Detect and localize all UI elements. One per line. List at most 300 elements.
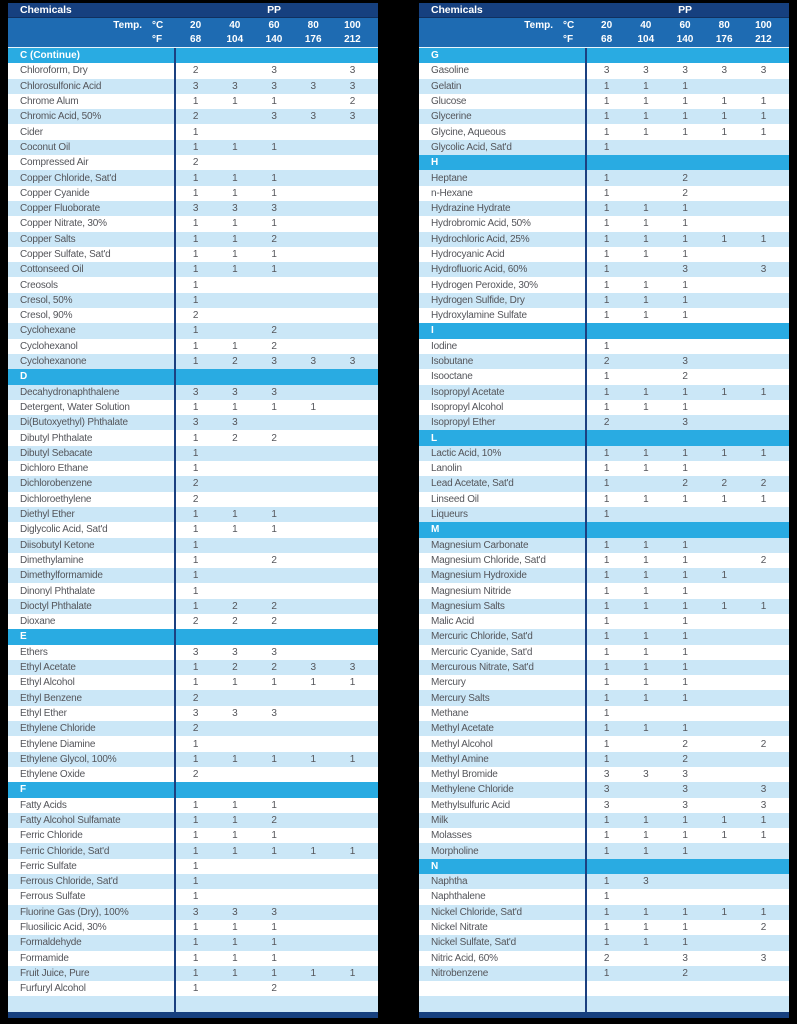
chemical-values — [587, 369, 789, 384]
rating-cell: 212 — [344, 34, 361, 46]
rating-cell: 1 — [232, 952, 238, 964]
rating-cell: 3 — [271, 80, 277, 92]
rating-cell: 1 — [643, 294, 649, 306]
section-row — [8, 629, 378, 644]
table-row — [8, 79, 378, 94]
rating-cell: 1 — [192, 463, 199, 475]
deg-c-label: °C — [563, 19, 575, 31]
table-row — [419, 461, 789, 476]
table-row — [419, 79, 789, 94]
rating-cell: 1 — [682, 279, 688, 291]
table-row — [419, 583, 789, 598]
rating-cell: 3 — [682, 65, 688, 77]
chemical-values — [587, 354, 789, 369]
rating-cell: 1 — [603, 141, 610, 153]
rating-cell: 2 — [271, 554, 277, 566]
table-row — [419, 369, 789, 384]
chemical-values — [587, 109, 789, 124]
chemical-name: Dichloro Ethane — [8, 461, 176, 476]
rating-cell: 1 — [643, 203, 649, 215]
rating-cell: 3 — [271, 646, 277, 658]
rating-cell: 1 — [603, 631, 610, 643]
rating-cell: 1 — [192, 279, 199, 291]
rating-cell: 1 — [760, 386, 767, 398]
chemical-values — [176, 385, 378, 400]
table-row — [8, 140, 378, 155]
blank-values — [587, 981, 789, 996]
rating-cell: 1 — [721, 600, 727, 612]
rating-cell: 1 — [232, 96, 238, 108]
rating-cell: 1 — [721, 126, 727, 138]
temp-c-values — [176, 20, 378, 31]
rating-cell: 3 — [682, 799, 688, 811]
chemical-name: Ferric Chloride — [8, 828, 176, 843]
rating-cell: 1 — [721, 493, 727, 505]
temp-f-values — [176, 34, 378, 45]
chemical-values — [176, 339, 378, 354]
chemical-name: Ethylene Diamine — [8, 736, 176, 751]
chemical-values — [587, 767, 789, 782]
table-row — [419, 247, 789, 262]
rating-cell: 1 — [643, 646, 649, 658]
rating-cell: 1 — [603, 249, 610, 260]
chemical-name: Cyclohexane — [8, 323, 176, 338]
rating-cell: 1 — [643, 922, 649, 934]
rating-cell: 3 — [310, 662, 316, 674]
table-row — [419, 798, 789, 813]
chemical-values — [587, 614, 789, 629]
chemical-name: Nickel Nitrate — [419, 920, 587, 935]
chemical-values — [176, 354, 378, 369]
chemical-values — [176, 63, 378, 78]
rating-cell: 2 — [760, 554, 767, 566]
rating-cell: 1 — [603, 80, 610, 92]
rating-cell: 1 — [192, 524, 199, 536]
section-row — [419, 859, 789, 874]
rating-cell: 3 — [192, 906, 199, 918]
chemical-values — [176, 186, 378, 201]
chemical-values — [587, 966, 789, 981]
table-row — [8, 675, 378, 690]
rating-cell: 1 — [192, 233, 199, 245]
chemical-values — [176, 920, 378, 935]
table-row — [419, 216, 789, 231]
chemical-values — [587, 920, 789, 935]
rating-cell: 1 — [232, 218, 238, 230]
table-row — [8, 721, 378, 736]
chemical-name: Ethylene Glycol, 100% — [8, 752, 176, 767]
rating-cell: 1 — [192, 539, 199, 551]
rating-cell: 2 — [192, 493, 199, 505]
rating-cell: 1 — [682, 677, 688, 689]
rating-cell: 3 — [603, 784, 610, 796]
chemical-values — [176, 79, 378, 94]
rating-cell: 1 — [232, 845, 238, 857]
chemical-values — [587, 874, 789, 889]
chemical-name: Cottonseed Oil — [8, 262, 176, 277]
chemical-values — [587, 951, 789, 966]
rating-cell: 1 — [232, 922, 238, 934]
chemical-values — [176, 614, 378, 629]
rating-cell: 3 — [271, 906, 277, 918]
chemical-name: Cider — [8, 124, 176, 139]
blank-name-cell — [419, 981, 587, 996]
rating-cell: 1 — [232, 937, 238, 949]
rating-cell: 1 — [603, 554, 610, 566]
chemical-values — [176, 675, 378, 690]
rating-cell: 3 — [232, 80, 238, 92]
chemical-name: Glucose — [419, 94, 587, 109]
rating-cell: 1 — [682, 814, 688, 826]
table-row — [8, 186, 378, 201]
blank-row — [419, 996, 789, 1011]
rating-cell: 3 — [349, 80, 356, 92]
rating-cell: 1 — [682, 906, 688, 918]
chemical-values — [587, 385, 789, 400]
rating-cell: 1 — [643, 692, 649, 704]
section-row — [419, 522, 789, 537]
chemical-values — [176, 94, 378, 109]
chemical-values — [587, 798, 789, 813]
rating-cell: 1 — [192, 983, 199, 995]
chemical-values — [176, 109, 378, 124]
rating-cell: 3 — [192, 80, 199, 92]
chemicals-column-label: Chemicals — [20, 4, 72, 16]
chemical-values — [176, 736, 378, 751]
rating-cell: 1 — [682, 126, 688, 138]
table-row — [419, 920, 789, 935]
chemical-name: Methyl Amine — [419, 752, 587, 767]
rating-cell: 1 — [682, 616, 688, 628]
chemical-name: Ethyl Ether — [8, 706, 176, 721]
pp-area — [176, 4, 378, 16]
chemical-values — [587, 293, 789, 308]
rating-cell: 1 — [603, 753, 610, 765]
rating-cell: 3 — [271, 356, 277, 368]
section-values — [587, 859, 789, 874]
rating-cell: 2 — [271, 983, 277, 995]
rating-cell: 1 — [232, 264, 238, 276]
chemical-values — [587, 400, 789, 415]
chemical-values — [587, 247, 789, 262]
section-title: D — [8, 369, 176, 384]
blank-name-cell — [8, 996, 176, 1011]
section-title: L — [419, 430, 587, 445]
rating-cell: 1 — [603, 111, 610, 123]
table-row — [8, 568, 378, 583]
rating-cell: 1 — [603, 478, 610, 490]
rating-cell: 1 — [232, 233, 238, 245]
rating-cell: 1 — [603, 845, 610, 857]
rating-cell: 2 — [232, 356, 238, 368]
chemical-values — [176, 813, 378, 828]
rating-cell: 2 — [682, 753, 688, 765]
chemical-name: Mercury — [419, 675, 587, 690]
chemical-values — [587, 889, 789, 904]
chemical-values — [176, 843, 378, 858]
rating-cell: 3 — [232, 417, 238, 429]
chemical-values — [176, 461, 378, 476]
rating-cell: 1 — [643, 585, 649, 597]
rating-cell: 1 — [603, 218, 610, 230]
chemical-resistance-table-left — [8, 3, 378, 1018]
rating-cell: 1 — [310, 401, 316, 413]
table-row — [419, 339, 789, 354]
rating-cell: 3 — [271, 386, 277, 398]
table-row — [419, 966, 789, 981]
table-row — [419, 354, 789, 369]
rating-cell: 2 — [271, 233, 277, 245]
rating-cell: 3 — [310, 356, 316, 368]
rating-cell: 1 — [721, 447, 727, 459]
rating-cell: 3 — [721, 65, 727, 77]
chemical-values — [587, 170, 789, 185]
chemical-name: Dibutyl Phthalate — [8, 430, 176, 445]
chemical-values — [587, 216, 789, 231]
chemical-values — [176, 262, 378, 277]
chemical-name: Fatty Acids — [8, 798, 176, 813]
rating-cell: 1 — [192, 325, 199, 337]
chemical-name: Mercuric Cyanide, Sat'd — [419, 645, 587, 660]
deg-f-label: °F — [563, 34, 574, 46]
rating-cell: 3 — [192, 707, 199, 719]
table-row — [419, 905, 789, 920]
rating-cell: 1 — [192, 799, 199, 811]
section-values — [176, 369, 378, 384]
rating-cell: 1 — [721, 233, 727, 245]
chemical-name: Glycolic Acid, Sat'd — [419, 140, 587, 155]
rating-cell: 1 — [271, 967, 277, 979]
rating-cell: 1 — [192, 126, 199, 138]
rating-cell: 2 — [721, 478, 727, 490]
rating-cell: 1 — [682, 662, 688, 674]
rating-cell: 176 — [715, 34, 733, 46]
table-row — [8, 415, 378, 430]
chemical-values — [176, 951, 378, 966]
rating-cell: 2 — [192, 616, 199, 628]
rating-cell: 1 — [682, 922, 688, 934]
table-row — [419, 675, 789, 690]
chemical-values — [587, 308, 789, 323]
rating-cell: 1 — [643, 554, 649, 566]
rating-cell: 2 — [682, 738, 688, 750]
rating-cell: 1 — [760, 447, 767, 459]
chemical-values — [587, 232, 789, 247]
chemical-name: Methyl Acetate — [419, 721, 587, 736]
table-row — [419, 63, 789, 78]
chemical-name: Mercuric Chloride, Sat'd — [419, 629, 587, 644]
table-footer-bar — [8, 1012, 378, 1018]
chemical-values — [587, 752, 789, 767]
chemical-name: Coconut Oil — [8, 140, 176, 155]
rating-cell: 1 — [643, 631, 649, 643]
chemical-name: Ferric Chloride, Sat'd — [8, 843, 176, 858]
table-row — [8, 966, 378, 981]
table-row — [419, 951, 789, 966]
rating-cell: 3 — [760, 65, 767, 77]
table-row — [8, 461, 378, 476]
temp-label-area — [419, 34, 587, 45]
chemical-name: Dimethylformamide — [8, 568, 176, 583]
table-row — [8, 752, 378, 767]
rating-cell: 1 — [603, 126, 610, 138]
chemical-values — [587, 94, 789, 109]
rating-cell: 2 — [760, 478, 767, 490]
chemical-name: Methane — [419, 706, 587, 721]
rating-cell: 1 — [232, 187, 238, 199]
rating-cell: 2 — [232, 600, 238, 612]
rating-cell: 1 — [192, 845, 199, 857]
rating-cell: 40 — [640, 19, 652, 31]
rating-cell: 1 — [603, 662, 610, 674]
temperature-header — [8, 17, 378, 48]
rating-cell: 1 — [603, 967, 610, 979]
chemical-name: Hydrochloric Acid, 25% — [419, 232, 587, 247]
chemical-name: Hydrofluoric Acid, 60% — [419, 262, 587, 277]
table-row — [8, 828, 378, 843]
chemical-name: Chrome Alum — [8, 94, 176, 109]
chemical-name: n-Hexane — [419, 186, 587, 201]
rating-cell: 1 — [760, 493, 767, 505]
rating-cell: 2 — [603, 356, 610, 368]
rating-cell: 1 — [682, 218, 688, 230]
rating-cell: 1 — [271, 830, 277, 842]
rating-cell: 1 — [682, 723, 688, 735]
chemical-values — [587, 568, 789, 583]
rating-cell: 1 — [682, 249, 688, 260]
table-row — [8, 522, 378, 537]
table-row — [8, 736, 378, 751]
table-row — [8, 247, 378, 262]
rating-cell: 3 — [349, 662, 356, 674]
rating-cell: 1 — [682, 570, 688, 582]
chemical-name: Hydrogen Sulfide, Dry — [419, 293, 587, 308]
chemical-name: Lactic Acid, 10% — [419, 446, 587, 461]
chemical-name: Gelatin — [419, 79, 587, 94]
rating-cell: 3 — [349, 356, 356, 368]
chemical-values — [176, 889, 378, 904]
table-row — [419, 109, 789, 124]
table-row — [419, 599, 789, 614]
rating-cell: 1 — [192, 96, 199, 108]
rating-cell: 1 — [192, 738, 199, 750]
chemical-name: Diisobutyl Ketone — [8, 538, 176, 553]
chemical-name: Hydrobromic Acid, 50% — [419, 216, 587, 231]
table-row — [8, 905, 378, 920]
chemical-values — [587, 201, 789, 216]
chemical-name: Isopropyl Alcohol — [419, 400, 587, 415]
rating-cell: 1 — [192, 554, 199, 566]
rating-cell: 1 — [682, 80, 688, 92]
rating-cell: 1 — [192, 876, 199, 888]
rating-cell: 2 — [271, 432, 277, 444]
chemical-name: Di(Butoxyethyl) Phthalate — [8, 415, 176, 430]
chemical-values — [587, 690, 789, 705]
chemical-values — [176, 583, 378, 598]
rating-cell: 1 — [603, 279, 610, 291]
chemical-values — [587, 782, 789, 797]
rating-cell: 1 — [271, 401, 277, 413]
chemical-values — [587, 538, 789, 553]
rating-cell: 3 — [192, 386, 199, 398]
rating-cell: 1 — [603, 891, 610, 903]
deg-c-label: °C — [152, 19, 164, 31]
chemical-name: Magnesium Nitride — [419, 583, 587, 598]
chemical-values — [176, 966, 378, 981]
rating-cell: 1 — [643, 570, 649, 582]
rating-cell: 1 — [603, 386, 610, 398]
rating-cell: 3 — [682, 952, 688, 964]
chemical-values — [587, 186, 789, 201]
chemical-values — [176, 828, 378, 843]
rating-cell: 1 — [643, 386, 649, 398]
rating-cell: 1 — [760, 111, 767, 123]
rating-cell: 3 — [643, 876, 649, 888]
chemical-name: Morpholine — [419, 843, 587, 858]
table-row — [8, 354, 378, 369]
chemical-values — [587, 599, 789, 614]
rating-cell: 3 — [192, 203, 199, 215]
table-row — [419, 476, 789, 491]
chemical-name: Isooctane — [419, 369, 587, 384]
chemical-name: Magnesium Salts — [419, 599, 587, 614]
section-values — [587, 155, 789, 170]
temp-fahrenheit-row — [8, 33, 378, 48]
chemical-values — [176, 859, 378, 874]
table-row — [8, 216, 378, 231]
rating-cell: 1 — [603, 203, 610, 215]
rating-cell: 1 — [643, 814, 649, 826]
chemical-values — [176, 155, 378, 170]
chemical-name: Cresol, 50% — [8, 293, 176, 308]
chemical-name: Ethers — [8, 645, 176, 660]
section-values — [176, 782, 378, 797]
rating-cell: 1 — [721, 814, 727, 826]
chemical-resistance-table-right — [419, 3, 789, 1018]
rating-cell: 2 — [192, 478, 199, 490]
rating-cell: 1 — [682, 310, 688, 322]
chemical-name: Nitric Acid, 60% — [419, 951, 587, 966]
chemical-name: Iodine — [419, 339, 587, 354]
table-row — [419, 843, 789, 858]
chemical-name: Dioctyl Phthalate — [8, 599, 176, 614]
rating-cell: 1 — [603, 616, 610, 628]
rating-cell: 1 — [271, 509, 277, 521]
chemical-values — [176, 492, 378, 507]
rating-cell: 1 — [271, 264, 277, 276]
table-row — [8, 538, 378, 553]
rating-cell: 1 — [192, 401, 199, 413]
chemical-name: Chromic Acid, 50% — [8, 109, 176, 124]
chemical-name: Dioxane — [8, 614, 176, 629]
rating-cell: 3 — [271, 65, 277, 77]
rating-cell: 1 — [603, 264, 610, 276]
rating-cell: 1 — [349, 753, 356, 765]
rating-cell: 3 — [603, 769, 610, 781]
rating-cell: 1 — [603, 922, 610, 934]
chemical-values — [176, 400, 378, 415]
rating-cell: 1 — [192, 585, 199, 597]
table-row — [419, 140, 789, 155]
table-row — [419, 507, 789, 522]
section-row — [8, 369, 378, 384]
rating-cell: 1 — [232, 172, 238, 184]
rating-cell: 1 — [232, 249, 238, 260]
table-rows — [419, 48, 789, 1012]
rating-cell: 1 — [232, 524, 238, 536]
rating-cell: 1 — [682, 539, 688, 551]
section-title: H — [419, 155, 587, 170]
